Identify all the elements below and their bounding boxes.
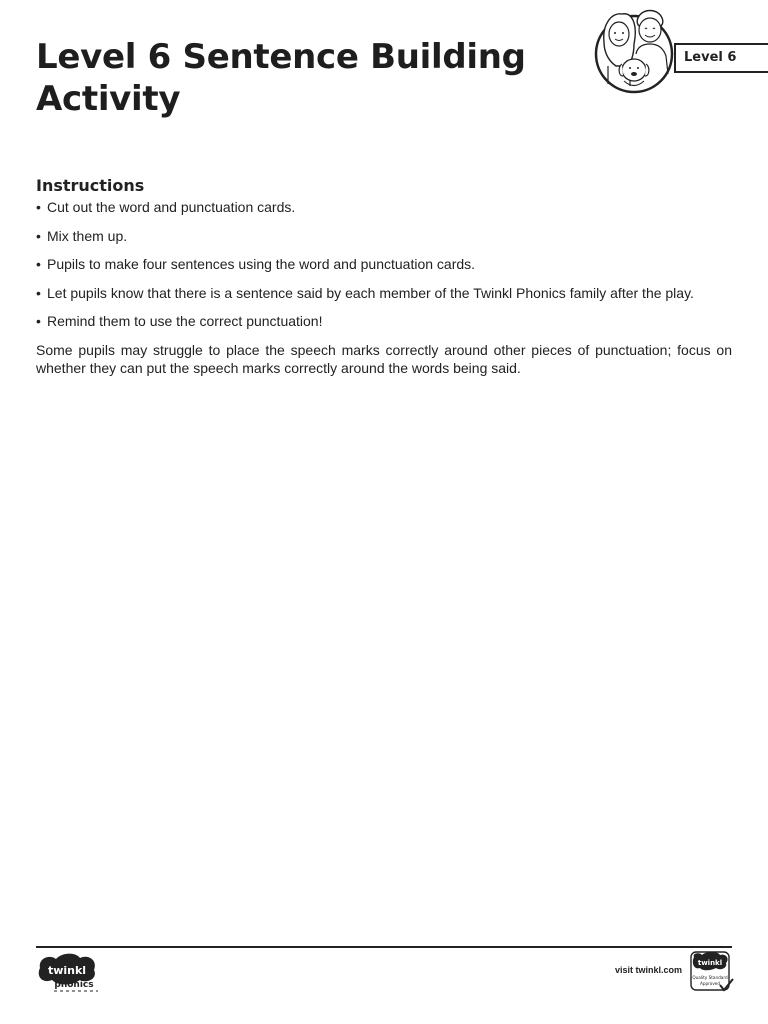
twinkl-phonics-logo [36, 952, 100, 992]
level-header-badge [590, 4, 768, 100]
children-and-dog-illustration-icon [590, 4, 686, 100]
footer-divider [36, 946, 732, 948]
phonics-logo-text: phonics [54, 980, 94, 990]
twinkl-logo-text: twinkl [47, 964, 87, 977]
page-title-line-1: Level 6 Sentence Building [36, 37, 526, 77]
list-item: • Remind them to use the correct punctuation! [36, 312, 732, 330]
list-item: • Cut out the word and punctuation cards. [36, 198, 732, 216]
level-tab [674, 43, 768, 73]
list-item: • Let pupils know that there is a sentence said by each member of the Twinkl Phonics family after the play. [36, 284, 732, 302]
teacher-note: Some pupils may struggle to place the speech marks correctly around other pieces of punctuation; focus on whether they can put the speech marks correctly around the words being said. [36, 341, 732, 376]
badge-approved-text: Approved [699, 981, 721, 986]
instructions-list [36, 198, 732, 330]
quality-approved-check-icon [690, 951, 734, 993]
page-title [36, 36, 526, 120]
level-tab-label: Level 6 [684, 50, 737, 65]
page-title-line-2: Activity [36, 79, 181, 119]
list-item: • Mix them up. [36, 227, 732, 245]
visit-twinkl-link[interactable]: visit twinkl.com [614, 965, 682, 975]
instructions-section [36, 176, 732, 377]
list-item: • Pupils to make four sentences using the word and punctuation cards. [36, 255, 732, 273]
badge-quality-text: Quality Standard [692, 975, 728, 980]
instructions-heading: Instructions [36, 176, 145, 195]
badge-twinkl-text: twinkl [697, 959, 723, 967]
